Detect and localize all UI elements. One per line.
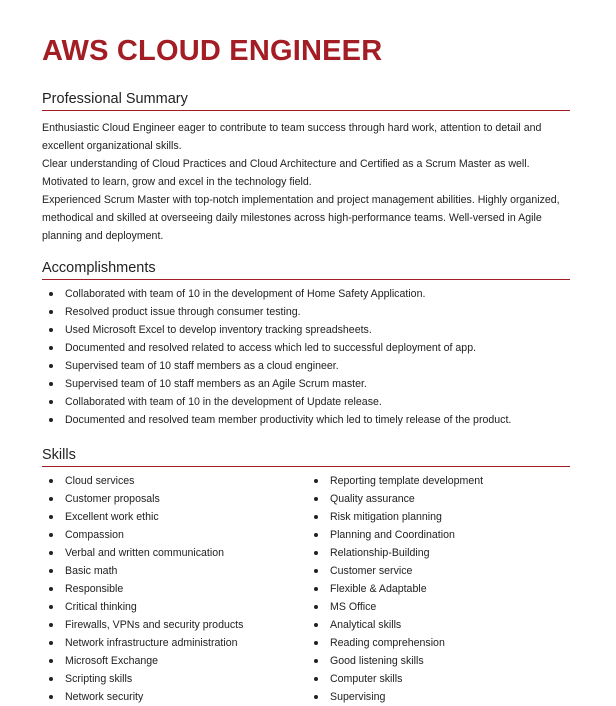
skill-item (42, 544, 302, 562)
bullet-icon (314, 479, 318, 483)
summary-line: methodical and skilled at overseeing daily milestones across high-performance teams. Well-versed in Agile (42, 212, 542, 224)
skill-item (42, 526, 302, 544)
list-item (42, 321, 570, 339)
skill-item (42, 598, 302, 616)
bullet-icon (49, 695, 53, 699)
skill-text: Microsoft Exchange (65, 655, 159, 667)
skill-text: Reading comprehension (330, 637, 445, 649)
skill-text: Quality assurance (330, 493, 415, 505)
skill-text: Firewalls, VPNs and security products (65, 619, 244, 631)
skill-text: Reporting template development (330, 475, 484, 487)
list-item (42, 375, 570, 393)
list-item-text: Collaborated with team of 10 in the development of Update release. (65, 396, 382, 408)
accomplishments-list (42, 285, 570, 429)
skill-item (42, 472, 302, 490)
bullet-icon (49, 310, 53, 314)
skill-text: Customer service (330, 565, 413, 577)
bullet-icon (49, 551, 53, 555)
bullet-icon (49, 623, 53, 627)
list-item (42, 285, 570, 303)
skill-text: Excellent work ethic (65, 511, 159, 523)
skill-text: Verbal and written communication (65, 547, 224, 559)
skill-text: Compassion (65, 529, 124, 541)
skill-item (42, 670, 302, 688)
bullet-icon (49, 382, 53, 386)
bullet-icon (49, 400, 53, 404)
bullet-icon (49, 497, 53, 501)
skill-item (307, 544, 567, 562)
bullet-icon (49, 292, 53, 296)
list-item-text: Documented and resolved related to access which led to successful deployment of app. (65, 342, 477, 354)
skill-item (42, 562, 302, 580)
accomplishments-section (42, 259, 570, 429)
resume-title: AWS CLOUD ENGINEER (42, 35, 383, 67)
bullet-icon (49, 364, 53, 368)
skill-text: Network infrastructure administration (65, 637, 238, 649)
bullet-icon (314, 497, 318, 501)
bullet-icon (314, 641, 318, 645)
skill-item (42, 688, 302, 706)
list-item (42, 393, 570, 411)
skills-section (42, 446, 570, 702)
skill-text: Good listening skills (330, 655, 424, 667)
skill-item (307, 616, 567, 634)
skill-item (307, 580, 567, 598)
bullet-icon (49, 533, 53, 537)
bullet-icon (314, 515, 318, 519)
bullet-icon (314, 587, 318, 591)
skill-item (42, 616, 302, 634)
skill-item (42, 580, 302, 598)
skill-text: Planning and Coordination (330, 529, 455, 541)
skill-text: Customer proposals (65, 493, 160, 505)
list-item (42, 339, 570, 357)
skill-item (307, 652, 567, 670)
summary-line: Motivated to learn, grow and excel in the technology field. (42, 176, 312, 188)
skill-item (42, 652, 302, 670)
bullet-icon (49, 346, 53, 350)
bullet-icon (314, 551, 318, 555)
skills-columns (42, 472, 570, 702)
bullet-icon (49, 328, 53, 332)
summary-heading: Professional Summary (42, 90, 570, 111)
summary-section (42, 90, 570, 245)
summary-line: Experienced Scrum Master with top-notch implementation and project management abilities. Highly organized, (42, 194, 560, 206)
skills-list-right (307, 472, 567, 706)
list-item (42, 411, 570, 429)
accomplishments-heading: Accomplishments (42, 259, 570, 280)
bullet-icon (314, 659, 318, 663)
bullet-icon (49, 587, 53, 591)
skill-item (42, 508, 302, 526)
list-item-text: Documented and resolved team member productivity which led to timely release of the product. (65, 414, 512, 426)
skill-item (307, 472, 567, 490)
skill-text: Risk mitigation planning (330, 511, 442, 523)
summary-text (42, 119, 570, 245)
list-item (42, 303, 570, 321)
skill-item (307, 508, 567, 526)
list-item (42, 357, 570, 375)
bullet-icon (49, 677, 53, 681)
bullet-icon (314, 569, 318, 573)
skill-text: Scripting skills (65, 673, 133, 685)
summary-line: Enthusiastic Cloud Engineer eager to contribute to team success through hard work, attention to detail and (42, 122, 542, 134)
bullet-icon (314, 533, 318, 537)
skill-text: Supervising (330, 691, 386, 703)
skill-item (307, 562, 567, 580)
summary-line: excellent organizational skills. (42, 140, 182, 152)
skill-text: Critical thinking (65, 601, 137, 613)
skill-text: Relationship-Building (330, 547, 430, 559)
skill-text: Flexible & Adaptable (330, 583, 427, 595)
bullet-icon (49, 641, 53, 645)
skill-item (307, 634, 567, 652)
skill-item (307, 598, 567, 616)
list-item-text: Resolved product issue through consumer testing. (65, 306, 301, 318)
summary-line: planning and deployment. (42, 230, 164, 242)
skill-text: Cloud services (65, 475, 135, 487)
bullet-icon (314, 605, 318, 609)
bullet-icon (314, 695, 318, 699)
skill-text: MS Office (330, 601, 377, 613)
list-item-text: Supervised team of 10 staff members as a cloud engineer. (65, 360, 339, 372)
bullet-icon (49, 605, 53, 609)
skill-item (42, 634, 302, 652)
list-item-text: Supervised team of 10 staff members as an Agile Scrum master. (65, 378, 367, 390)
skill-item (307, 688, 567, 706)
skills-list-left (42, 472, 302, 706)
skill-item (307, 670, 567, 688)
list-item-text: Collaborated with team of 10 in the development of Home Safety Application. (65, 288, 426, 300)
skills-heading: Skills (42, 446, 570, 467)
bullet-icon (49, 659, 53, 663)
skill-text: Analytical skills (330, 619, 402, 631)
list-item-text: Used Microsoft Excel to develop inventory tracking spreadsheets. (65, 324, 372, 336)
bullet-icon (49, 515, 53, 519)
bullet-icon (49, 418, 53, 422)
skill-text: Basic math (65, 565, 118, 577)
skill-item (42, 490, 302, 508)
skill-text: Computer skills (330, 673, 403, 685)
skill-item (307, 526, 567, 544)
skill-text: Network security (65, 691, 144, 703)
skill-text: Responsible (65, 583, 124, 595)
bullet-icon (314, 677, 318, 681)
bullet-icon (49, 569, 53, 573)
bullet-icon (49, 479, 53, 483)
summary-line: Clear understanding of Cloud Practices and Cloud Architecture and Certified as a Scrum Master as well. (42, 158, 530, 170)
bullet-icon (314, 623, 318, 627)
skill-item (307, 490, 567, 508)
